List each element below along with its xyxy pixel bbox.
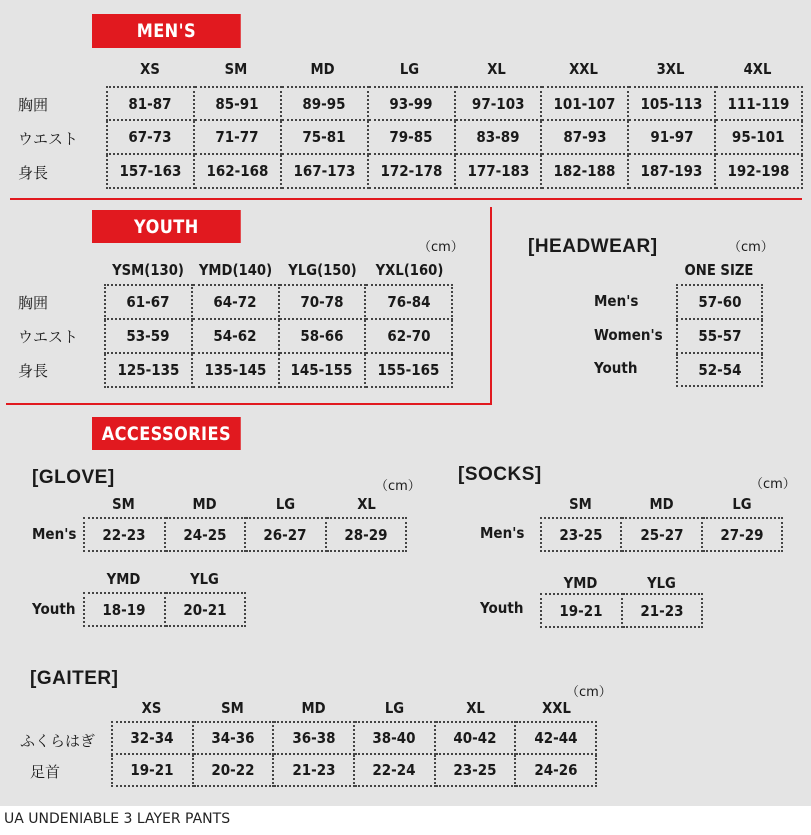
table-cell: 23-25 [435, 754, 516, 786]
table-cell: 20-21 [165, 593, 246, 626]
table-cell: 71-77 [194, 120, 281, 154]
mens-size-header: XXL [569, 60, 598, 78]
table-row [105, 319, 452, 353]
table-cell: 21-23 [273, 754, 354, 786]
glove-mens-size-header: SM [112, 495, 135, 513]
table-row [84, 518, 406, 551]
mens-size-header: XS [140, 60, 160, 78]
table-cell: 38-40 [354, 722, 435, 754]
product-caption: UA UNDENIABLE 3 LAYER PANTS [4, 811, 231, 827]
table-row [677, 319, 762, 353]
gaiter-size-header: XL [466, 699, 485, 717]
glove-youth-size-header: YMD [106, 570, 141, 588]
table-cell: 36-38 [273, 722, 354, 754]
table-cell: 79-85 [368, 120, 455, 154]
glove-title: [GLOVE] [32, 467, 115, 488]
table-row [112, 754, 596, 786]
table-row [105, 285, 452, 319]
table-cell: 85-91 [194, 87, 281, 120]
section-divider [10, 198, 802, 200]
mens-size-header: 4XL [743, 60, 772, 78]
youth-size-header: YMD(140) [198, 261, 273, 279]
socks-mens-size-header: SM [569, 495, 592, 513]
gaiter-title: [GAITER] [30, 668, 119, 689]
table-cell: 22-24 [354, 754, 435, 786]
youth-size-table [104, 284, 453, 388]
table-row [107, 120, 802, 154]
table-cell: 97-103 [455, 87, 542, 120]
table-cell: 61-67 [105, 285, 192, 319]
mens-size-header: LG [399, 60, 420, 78]
youth-row-label-chest: 胸囲 [18, 294, 49, 312]
table-row [677, 285, 762, 319]
headwear-row-label-youth: Youth [594, 359, 638, 377]
socks-mens-table [540, 517, 783, 552]
table-cell: 125-135 [105, 353, 192, 387]
gaiter-size-header: XS [141, 699, 162, 717]
mens-row-label-chest: 胸囲 [18, 96, 49, 114]
gaiter-size-table [111, 721, 597, 787]
table-cell: 95-101 [715, 120, 802, 154]
headwear-size-header: ONE SIZE [684, 261, 754, 279]
table-cell: 55-57 [677, 319, 762, 353]
youth-size-header: YLG(150) [288, 261, 357, 279]
gaiter-size-header: SM [221, 699, 244, 717]
socks-title: [SOCKS] [458, 464, 542, 485]
mens-row-label-height: 身長 [18, 164, 49, 182]
socks-youth-size-header: YLG [647, 574, 676, 592]
youth-size-header: YSM(130) [112, 261, 184, 279]
gaiter-size-header: MD [301, 699, 326, 717]
table-cell: 101-107 [541, 87, 628, 120]
socks-mens-size-header: MD [649, 495, 674, 513]
socks-mens-size-header: LG [732, 495, 752, 513]
table-cell: 81-87 [107, 87, 194, 120]
socks-unit-label: （cm） [750, 477, 796, 492]
table-cell: 91-97 [628, 120, 715, 154]
table-cell: 25-27 [621, 518, 701, 551]
section-divider-vertical [490, 207, 492, 404]
glove-mens-size-header: LG [275, 495, 296, 513]
table-cell: 157-163 [107, 154, 194, 188]
table-cell: 76-84 [365, 285, 452, 319]
gaiter-size-header: LG [384, 699, 405, 717]
youth-title-tag: YOUTH [92, 210, 241, 243]
table-cell: 26-27 [245, 518, 326, 551]
table-cell: 57-60 [677, 285, 762, 319]
table-cell: 93-99 [368, 87, 455, 120]
table-cell: 42-44 [515, 722, 596, 754]
table-cell: 145-155 [279, 353, 366, 387]
mens-size-header: 3XL [656, 60, 685, 78]
table-cell: 58-66 [279, 319, 366, 353]
table-cell: 135-145 [192, 353, 279, 387]
table-cell: 67-73 [107, 120, 194, 154]
glove-youth-row-label: Youth [32, 600, 76, 618]
glove-mens-size-header: XL [357, 495, 376, 513]
table-cell: 19-21 [541, 594, 622, 627]
gaiter-unit-label: （cm） [566, 685, 612, 700]
youth-size-header: YXL(160) [375, 261, 444, 279]
table-cell: 187-193 [628, 154, 715, 188]
glove-youth-size-header: YLG [190, 570, 219, 588]
glove-mens-row-label: Men's [32, 525, 77, 543]
youth-row-label-waist: ウエスト [18, 328, 79, 346]
accessories-title-tag: ACCESSORIES [92, 417, 241, 450]
glove-unit-label: （cm） [375, 479, 421, 494]
table-cell: 34-36 [193, 722, 274, 754]
table-cell: 105-113 [628, 87, 715, 120]
mens-size-header: XL [487, 60, 506, 78]
youth-unit-label: （cm） [418, 240, 464, 255]
section-divider [6, 403, 492, 405]
headwear-title: [HEADWEAR] [528, 236, 658, 257]
headwear-size-table [676, 284, 763, 387]
table-row [84, 593, 245, 626]
table-cell: 70-78 [279, 285, 366, 319]
headwear-row-label-women: Women's [594, 326, 663, 344]
table-cell: 172-178 [368, 154, 455, 188]
table-cell: 32-34 [112, 722, 193, 754]
mens-size-header: MD [310, 60, 335, 78]
table-row [677, 353, 762, 386]
socks-youth-row-label: Youth [480, 599, 524, 617]
table-cell: 54-62 [192, 319, 279, 353]
headwear-unit-label: （cm） [728, 240, 774, 255]
table-cell: 53-59 [105, 319, 192, 353]
table-cell: 19-21 [112, 754, 193, 786]
table-cell: 28-29 [326, 518, 407, 551]
socks-youth-size-header: YMD [563, 574, 598, 592]
table-cell: 177-183 [455, 154, 542, 188]
table-row [107, 87, 802, 120]
glove-mens-table [83, 517, 407, 552]
table-row [112, 722, 596, 754]
table-row [105, 353, 452, 387]
table-cell: 89-95 [281, 87, 368, 120]
gaiter-row-label-calf: ふくらはぎ [20, 732, 96, 750]
table-cell: 83-89 [455, 120, 542, 154]
gaiter-size-header: XXL [542, 699, 571, 717]
mens-size-table [106, 86, 803, 189]
mens-title-tag: MEN'S [92, 14, 241, 48]
table-cell: 167-173 [281, 154, 368, 188]
mens-row-label-waist: ウエスト [18, 130, 79, 148]
socks-youth-table [540, 593, 703, 628]
table-cell: 111-119 [715, 87, 802, 120]
table-cell: 24-25 [165, 518, 246, 551]
table-cell: 18-19 [84, 593, 165, 626]
table-cell: 182-188 [541, 154, 628, 188]
table-cell: 87-93 [541, 120, 628, 154]
table-cell: 62-70 [365, 319, 452, 353]
gaiter-row-label-ankle: 足首 [30, 763, 61, 781]
table-cell: 24-26 [515, 754, 596, 786]
table-cell: 75-81 [281, 120, 368, 154]
table-cell: 162-168 [194, 154, 281, 188]
table-cell: 23-25 [541, 518, 621, 551]
socks-mens-row-label: Men's [480, 524, 525, 542]
table-cell: 22-23 [84, 518, 165, 551]
table-row [107, 154, 802, 188]
youth-row-label-height: 身長 [18, 362, 49, 380]
table-cell: 52-54 [677, 353, 762, 386]
headwear-row-label-men: Men's [594, 292, 639, 310]
glove-mens-size-header: MD [192, 495, 217, 513]
table-row [541, 518, 782, 551]
table-cell: 155-165 [365, 353, 452, 387]
table-cell: 40-42 [435, 722, 516, 754]
mens-size-header: SM [224, 60, 248, 78]
table-cell: 27-29 [702, 518, 782, 551]
table-row [541, 594, 702, 627]
table-cell: 20-22 [193, 754, 274, 786]
table-cell: 192-198 [715, 154, 802, 188]
glove-youth-table [83, 592, 246, 627]
table-cell: 21-23 [622, 594, 703, 627]
table-cell: 64-72 [192, 285, 279, 319]
